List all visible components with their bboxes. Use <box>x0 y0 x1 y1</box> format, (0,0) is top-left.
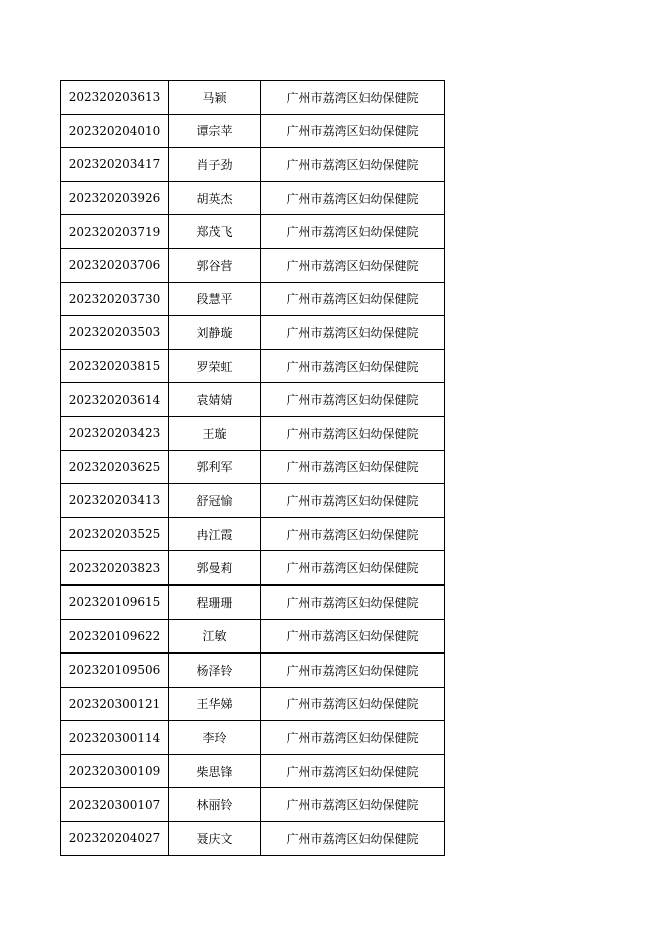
organization-cell: 广州市荔湾区妇幼保健院 <box>261 181 445 215</box>
table-row <box>61 484 445 518</box>
exam-id-cell: 202320300107 <box>61 788 169 822</box>
table-row <box>61 148 445 182</box>
exam-id-cell: 202320203823 <box>61 551 169 585</box>
organization-cell: 广州市荔湾区妇幼保健院 <box>261 316 445 350</box>
name-cell: 李玲 <box>169 721 261 755</box>
exam-id-cell: 202320300121 <box>61 687 169 721</box>
table-row <box>61 619 445 653</box>
table-row <box>61 687 445 721</box>
organization-cell: 广州市荔湾区妇幼保健院 <box>261 687 445 721</box>
organization-cell: 广州市荔湾区妇幼保健院 <box>261 754 445 788</box>
table-row <box>61 248 445 282</box>
organization-cell: 广州市荔湾区妇幼保健院 <box>261 619 445 653</box>
exam-id-cell: 202320300109 <box>61 754 169 788</box>
table-row <box>61 721 445 755</box>
table-row <box>61 822 445 856</box>
table-row <box>61 81 445 115</box>
organization-cell: 广州市荔湾区妇幼保健院 <box>261 484 445 518</box>
name-cell: 罗荣虹 <box>169 349 261 383</box>
table-row <box>61 551 445 585</box>
organization-cell: 广州市荔湾区妇幼保健院 <box>261 248 445 282</box>
table-row <box>61 316 445 350</box>
name-cell: 柴思锋 <box>169 754 261 788</box>
organization-cell: 广州市荔湾区妇幼保健院 <box>261 383 445 417</box>
exam-id-cell: 202320203625 <box>61 450 169 484</box>
exam-id-cell: 202320203413 <box>61 484 169 518</box>
organization-cell: 广州市荔湾区妇幼保健院 <box>261 215 445 249</box>
table-row <box>61 754 445 788</box>
exam-id-cell: 202320203815 <box>61 349 169 383</box>
table-row <box>61 383 445 417</box>
exam-id-cell: 202320204027 <box>61 822 169 856</box>
exam-id-cell: 202320203417 <box>61 148 169 182</box>
name-cell: 郭利军 <box>169 450 261 484</box>
organization-cell: 广州市荔湾区妇幼保健院 <box>261 517 445 551</box>
table-row <box>61 517 445 551</box>
exam-id-cell: 202320204010 <box>61 114 169 148</box>
table-row <box>61 416 445 450</box>
table-row <box>61 282 445 316</box>
name-cell: 杨泽铃 <box>169 653 261 687</box>
organization-cell: 广州市荔湾区妇幼保健院 <box>261 653 445 687</box>
name-cell: 段慧平 <box>169 282 261 316</box>
table-row <box>61 585 445 619</box>
exam-id-cell: 202320203503 <box>61 316 169 350</box>
exam-id-cell: 202320203706 <box>61 248 169 282</box>
name-cell: 肖子劲 <box>169 148 261 182</box>
name-cell: 郑茂飞 <box>169 215 261 249</box>
organization-cell: 广州市荔湾区妇幼保健院 <box>261 416 445 450</box>
name-cell: 程珊珊 <box>169 585 261 619</box>
organization-cell: 广州市荔湾区妇幼保健院 <box>261 551 445 585</box>
organization-cell: 广州市荔湾区妇幼保健院 <box>261 114 445 148</box>
table-row <box>61 181 445 215</box>
exam-id-cell: 202320300114 <box>61 721 169 755</box>
exam-id-cell: 202320203719 <box>61 215 169 249</box>
exam-id-cell: 202320203613 <box>61 81 169 115</box>
name-cell: 舒冠愉 <box>169 484 261 518</box>
table-row <box>61 450 445 484</box>
organization-cell: 广州市荔湾区妇幼保健院 <box>261 349 445 383</box>
table-row <box>61 653 445 687</box>
name-cell: 林丽铃 <box>169 788 261 822</box>
name-cell: 郭谷营 <box>169 248 261 282</box>
table-row <box>61 788 445 822</box>
organization-cell: 广州市荔湾区妇幼保健院 <box>261 81 445 115</box>
exam-id-cell: 202320109615 <box>61 585 169 619</box>
name-cell: 刘静璇 <box>169 316 261 350</box>
name-cell: 江敏 <box>169 619 261 653</box>
organization-cell: 广州市荔湾区妇幼保健院 <box>261 148 445 182</box>
exam-id-cell: 202320203730 <box>61 282 169 316</box>
organization-cell: 广州市荔湾区妇幼保健院 <box>261 450 445 484</box>
table-row <box>61 349 445 383</box>
name-cell: 马颖 <box>169 81 261 115</box>
name-cell: 谭宗苹 <box>169 114 261 148</box>
name-cell: 胡英杰 <box>169 181 261 215</box>
exam-id-cell: 202320109622 <box>61 619 169 653</box>
organization-cell: 广州市荔湾区妇幼保健院 <box>261 721 445 755</box>
name-cell: 冉江霞 <box>169 517 261 551</box>
organization-cell: 广州市荔湾区妇幼保健院 <box>261 788 445 822</box>
exam-id-cell: 202320203423 <box>61 416 169 450</box>
roster-table <box>60 80 445 856</box>
name-cell: 袁婧婧 <box>169 383 261 417</box>
table-row <box>61 114 445 148</box>
exam-id-cell: 202320109506 <box>61 653 169 687</box>
organization-cell: 广州市荔湾区妇幼保健院 <box>261 822 445 856</box>
exam-id-cell: 202320203525 <box>61 517 169 551</box>
name-cell: 王华娣 <box>169 687 261 721</box>
name-cell: 郭曼莉 <box>169 551 261 585</box>
exam-id-cell: 202320203614 <box>61 383 169 417</box>
exam-id-cell: 202320203926 <box>61 181 169 215</box>
roster-table-body <box>61 81 445 856</box>
table-row <box>61 215 445 249</box>
organization-cell: 广州市荔湾区妇幼保健院 <box>261 585 445 619</box>
name-cell: 王璇 <box>169 416 261 450</box>
name-cell: 聂庆文 <box>169 822 261 856</box>
organization-cell: 广州市荔湾区妇幼保健院 <box>261 282 445 316</box>
